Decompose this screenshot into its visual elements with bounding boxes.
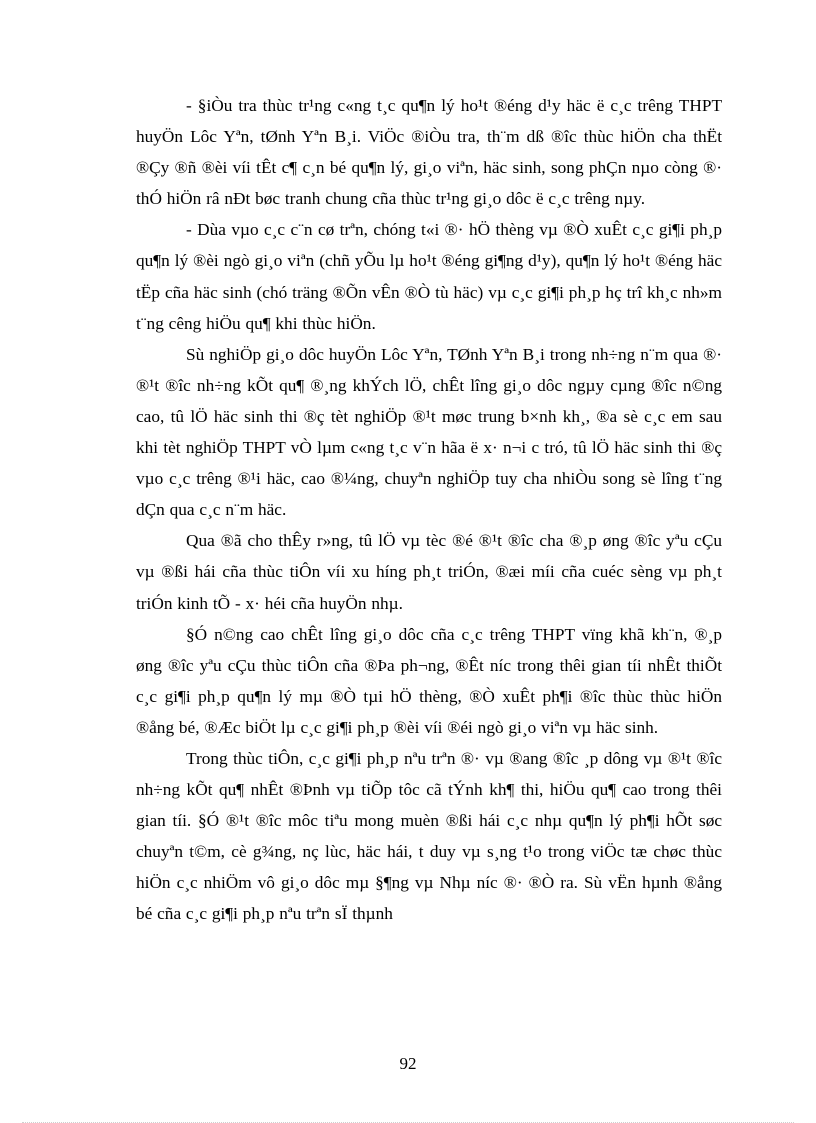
page-number: 92 [399, 1054, 417, 1073]
paragraph-4: Qua ®ã cho thÊy r»ng, tû lÖ vµ tèc ®é ®¹t ®îc cha ®¸p øng ®îc yªu cÇu vµ ®ßi hái cña thùc tiÔn víi xu híng ph¸t triÓn, ®æi míi cña cuéc sèng vµ ph¸t triÓn kinh tÕ - x· héi cña huyÖn nhµ. [136, 531, 722, 613]
paragraph-2: - Dùa vµo c¸c c¨n cø trªn, chóng t«i ®· hÖ thèng vµ ®Ò xuÊt c¸c gi¶i ph¸p qu¶n lý ®èi ngò gi¸o viªn (chñ yÕu lµ ho¹t ®éng gi¶ng d¹y), qu¶n lý ho¹t ®éng häc tËp cña häc sinh (chó träng ®Õn vÊn ®Ò tù häc) vµ c¸c gi¶i ph¸p hç trî kh¸c nh»m t¨ng cêng hiÖu qu¶ khi thùc hiÖn. [136, 220, 722, 333]
paragraph-3: Sù nghiÖp gi¸o dôc huyÖn Lôc Yªn, TØnh Yªn B¸i trong nh÷ng n¨m qua ®· ®¹t ®îc nh÷ng kÕt qu¶ ®¸ng khÝch lÖ, chÊt lîng gi¸o dôc ngµy cµng ®îc n©ng cao, tû lÖ häc sinh thi ®ç tèt nghiÖp ®¹t møc trung b×nh kh¸, ®a sè c¸c em sau khi tèt nghiÖp THPT vÒ lµm c«ng t¸c v¨n hãa ë x· n¬i c tró, tû lÖ häc sinh thi ®ç vµo c¸c trêng ®¹i häc, cao ®¼ng, chuyªn nghiÖp tuy cha nhiÒu song sè lîng t¨ng dÇn qua c¸c n¨m häc. [136, 344, 722, 520]
body-text [136, 90, 722, 930]
paragraph-5: §Ó n©ng cao chÊt lîng gi¸o dôc cña c¸c trêng THPT vïng khã kh¨n, ®¸p øng ®îc yªu cÇu thùc tiÔn cña ®Þa ph¬ng, ®Êt níc trong thêi gian tíi nhÊt thiÕt c¸c gi¶i ph¸p qu¶n lý mµ ®Ò tµi hÖ thèng, ®Ò xuÊt ph¶i ®îc thùc thùc hiÖn ®ång bé, ®Æc biÖt lµ c¸c gi¶i ph¸p ®èi víi ®éi ngò gi¸o viªn vµ häc sinh. [136, 624, 722, 737]
paragraph-6: Trong thùc tiÔn, c¸c gi¶i ph¸p nªu trªn ®· vµ ®ang ®îc ¸p dông vµ ®¹t ®îc nh÷ng kÕt qu¶ nhÊt ®Þnh vµ tiÕp tôc cã tÝnh kh¶ thi, hiÖu qu¶ cao trong thêi gian tíi. §Ó ®¹t ®îc môc tiªu mong muèn ®ßi hái c¸c nhµ qu¶n lý ph¶i hÕt søc chuyªn t©m, cè g¾ng, nç lùc, häc hái, t duy vµ s¸ng t¹o trong viÖc tæ chøc thùc hiÖn c¸c nhiÖm vô gi¸o dôc mµ §¶ng vµ Nhµ níc ®· ®Ò ra. Sù vËn hµnh ®ång bé cña c¸c gi¶i ph¸p nªu trªn sÏ thµnh [136, 748, 722, 924]
paragraph-1: - §iÒu tra thùc tr¹ng c«ng t¸c qu¶n lý ho¹t ®éng d¹y häc ë c¸c trêng THPT huyÖn Lôc Yªn, tØnh Yªn B¸i. ViÖc ®iÒu tra, th¨m dß ®îc thùc hiÖn cha thËt ®Çy ®ñ ®èi víi tÊt c¶ c¸n bé qu¶n lý, gi¸o viªn, häc sinh, song phÇn nµo còng ®· thÓ hiÖn râ nÐt bøc tranh chung cña thùc tr¹ng gi¸o dôc ë c¸c trêng nµy. [136, 96, 722, 209]
